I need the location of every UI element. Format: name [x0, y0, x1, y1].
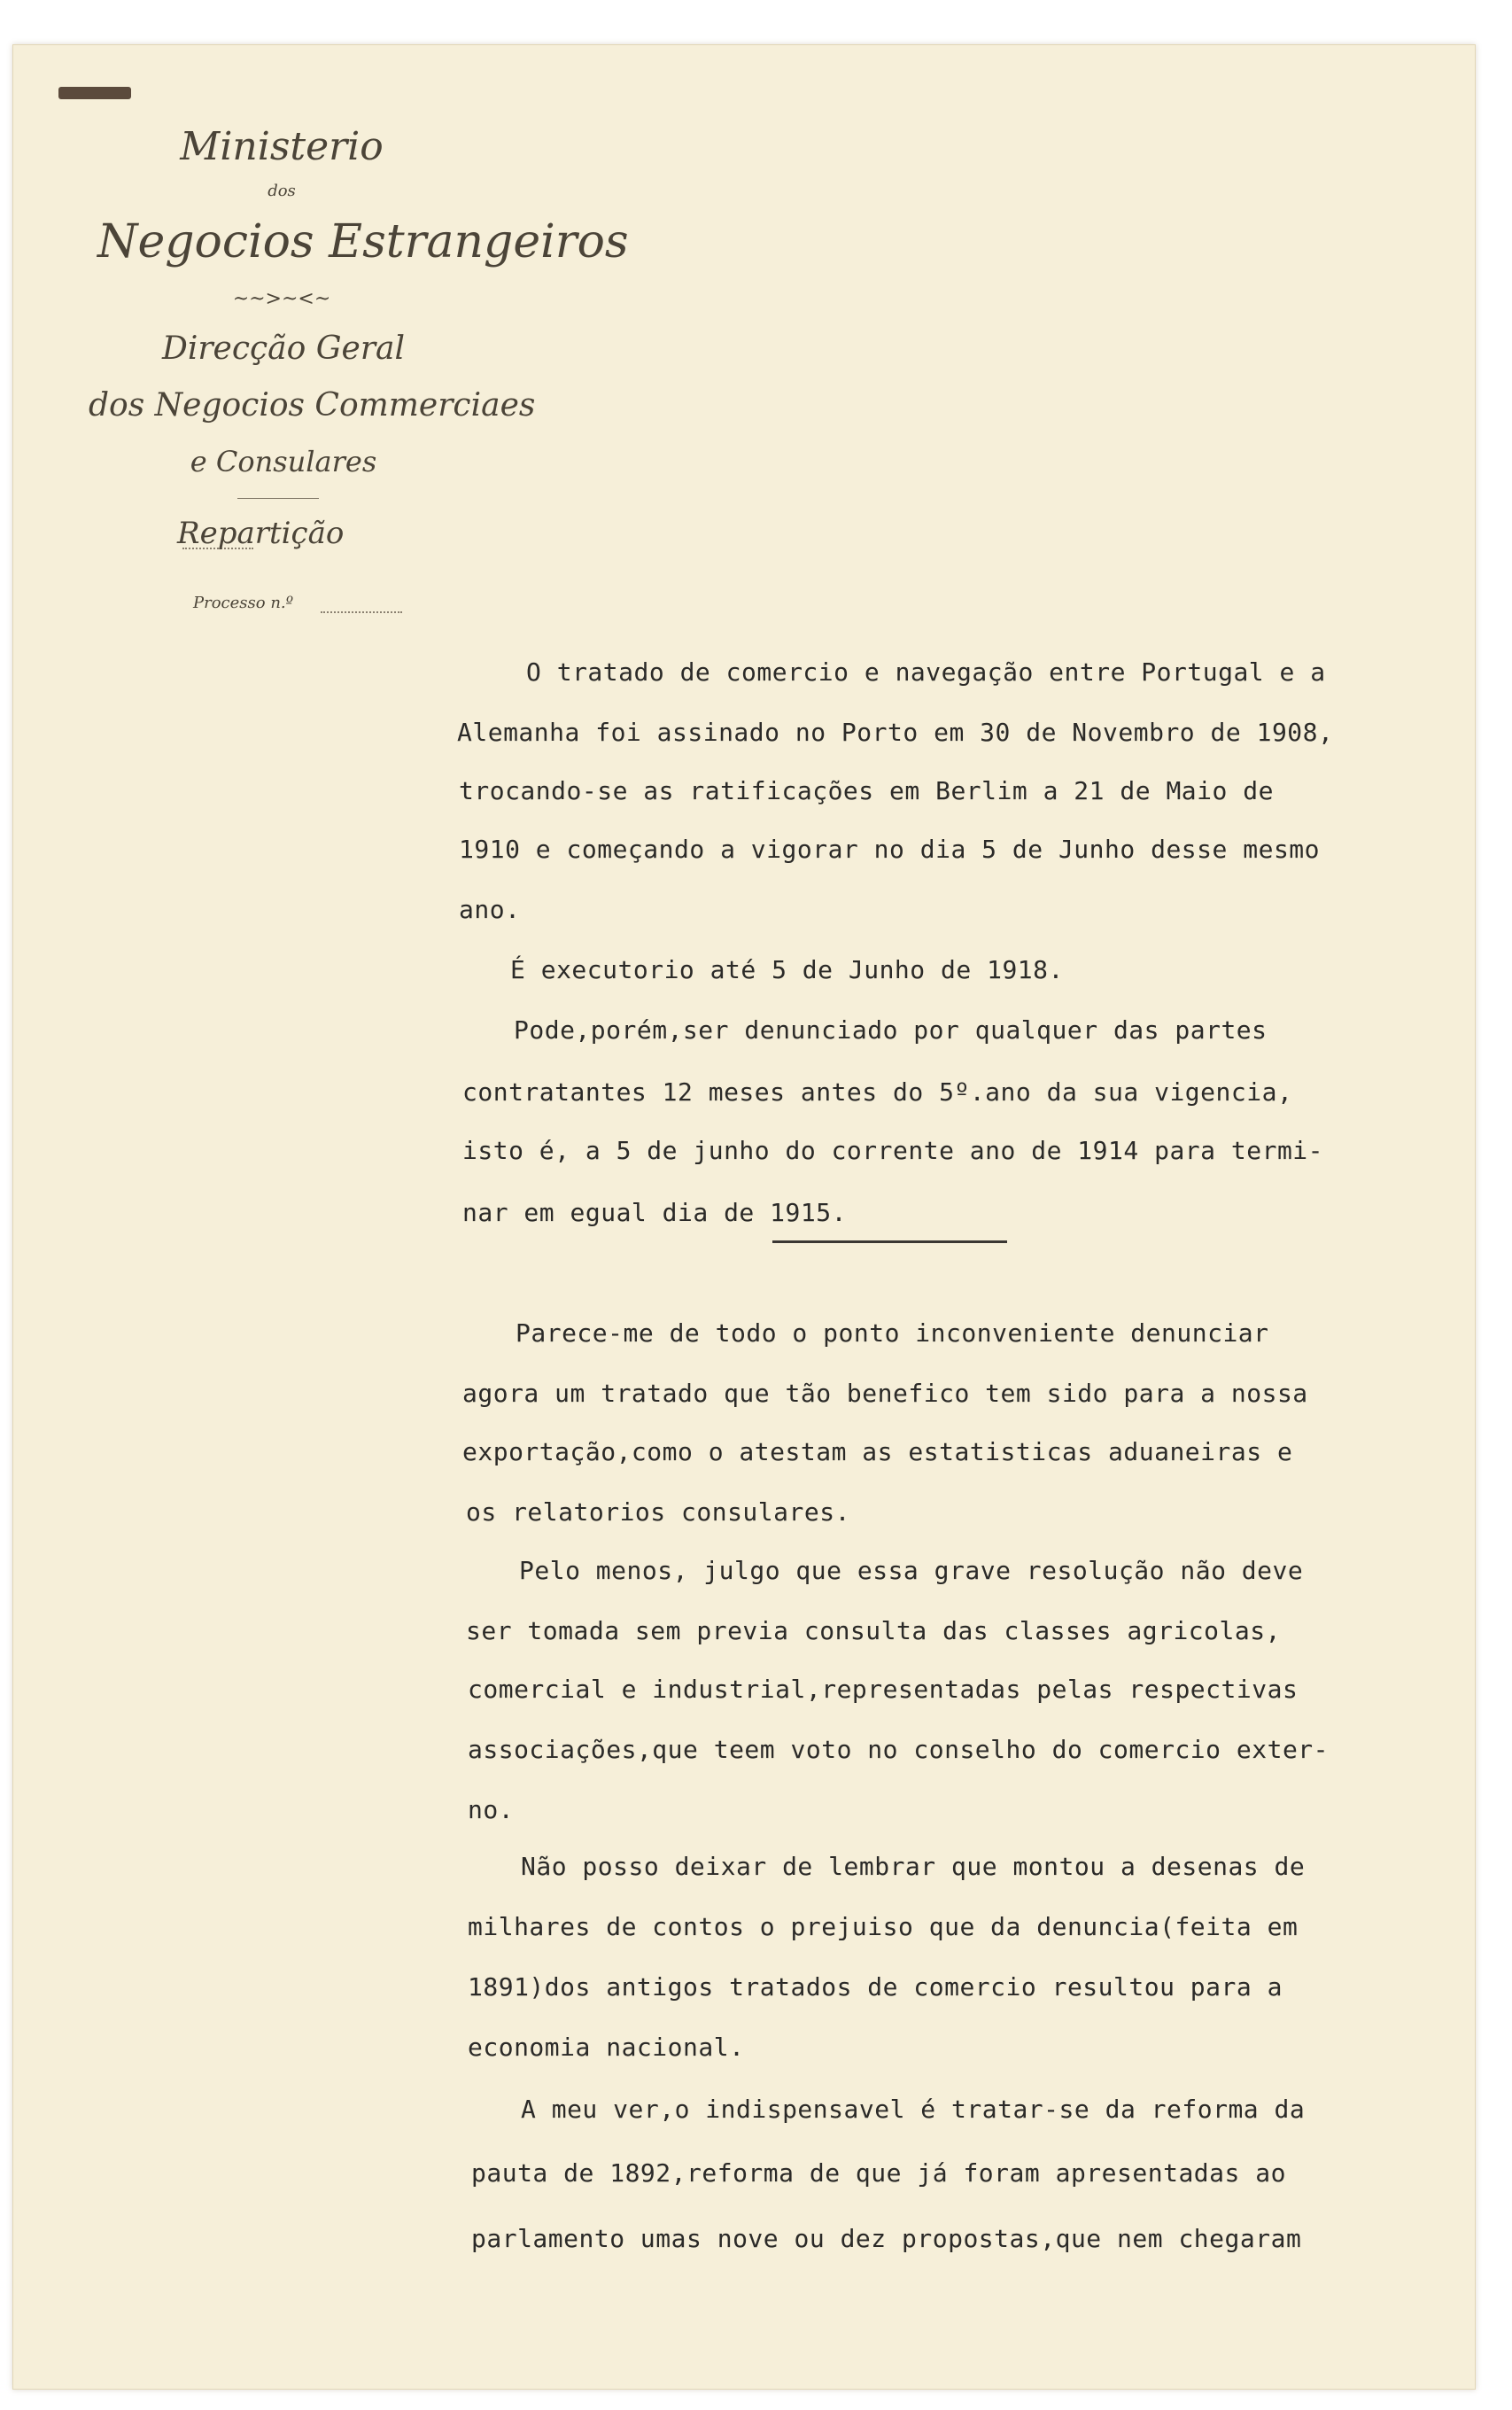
text-line: exportação,como o atestam as estatisticas aduaneiras e: [462, 1437, 1293, 1466]
text-line: economia nacional.: [468, 2033, 745, 2062]
text-line: É executorio até 5 de Junho de 1918.: [510, 955, 1064, 984]
text-line: A meu ver,o indispensavel é tratar-se da reforma da: [521, 2095, 1306, 2124]
text-line: 1910 e começando a vigorar no dia 5 de Junho desse mesmo: [459, 835, 1321, 864]
text-line: comercial e industrial,representadas pelas respectivas: [468, 1675, 1299, 1704]
text-line: 1891)dos antigos tratados de comercio resultou para a: [468, 1972, 1283, 2002]
letterhead-rule: [237, 498, 319, 499]
letterhead-e-consulares: e Consulares: [190, 445, 377, 478]
text-line: pauta de 1892,reforma de que já foram apresentadas ao: [471, 2158, 1286, 2188]
text-line: Pelo menos, julgo que essa grave resolução não deve: [519, 1556, 1304, 1585]
text-line: Pode,porém,ser denunciado por qualquer das partes: [514, 1015, 1268, 1045]
text-line: agora um tratado que tão benefico tem sido para a nossa: [462, 1379, 1308, 1408]
processo-dotted-field: [321, 611, 402, 613]
letterhead-ministerio: Ministerio: [180, 124, 384, 169]
text-line: Não posso deixar de lembrar que montou a desenas de: [521, 1852, 1306, 1881]
text-line: nar em egual dia de 1915.: [462, 1198, 847, 1227]
ink-stamp-mark: [58, 87, 131, 99]
text-line: contratantes 12 meses antes do 5º.ano da sua vigencia,: [462, 1077, 1293, 1107]
text-line: O tratado de comercio e navegação entre Portugal e a: [526, 657, 1326, 687]
letterhead-ornament: ~~>~<~: [232, 288, 331, 310]
text-line: parlamento umas nove ou dez propostas,que nem chegaram: [471, 2224, 1302, 2253]
letterhead-dos: dos: [268, 182, 296, 200]
text-line: milhares de contos o prejuiso que da denuncia(feita em: [468, 1912, 1299, 1941]
letterhead-direccao-geral: Direcção Geral: [161, 330, 406, 367]
letterhead-processo: Processo n.º: [193, 594, 294, 612]
text-line: ano.: [459, 895, 521, 924]
letterhead-dos-negocios-commerciaes: dos Negocios Commerciaes: [89, 387, 536, 424]
text-line: os relatorios consulares.: [466, 1497, 850, 1527]
letterhead-reparticao: Repartição: [177, 516, 345, 551]
text-line: trocando-se as ratificações em Berlim a 21 de Maio de: [459, 776, 1274, 805]
text-line: Parece-me de todo o ponto inconveniente denunciar: [516, 1318, 1269, 1348]
section-divider: [772, 1240, 1007, 1243]
letterhead-negocios-estrangeiros: Negocios Estrangeiros: [97, 215, 629, 268]
text-line: ser tomada sem previa consulta das classes agricolas,: [466, 1616, 1281, 1645]
text-line: Alemanha foi assinado no Porto em 30 de Novembro de 1908,: [457, 718, 1334, 747]
text-line: isto é, a 5 de junho do corrente ano de 1914 para termi-: [462, 1136, 1324, 1165]
text-line: no.: [468, 1795, 515, 1824]
text-line: associações,que teem voto no conselho do comercio exter-: [468, 1735, 1330, 1764]
